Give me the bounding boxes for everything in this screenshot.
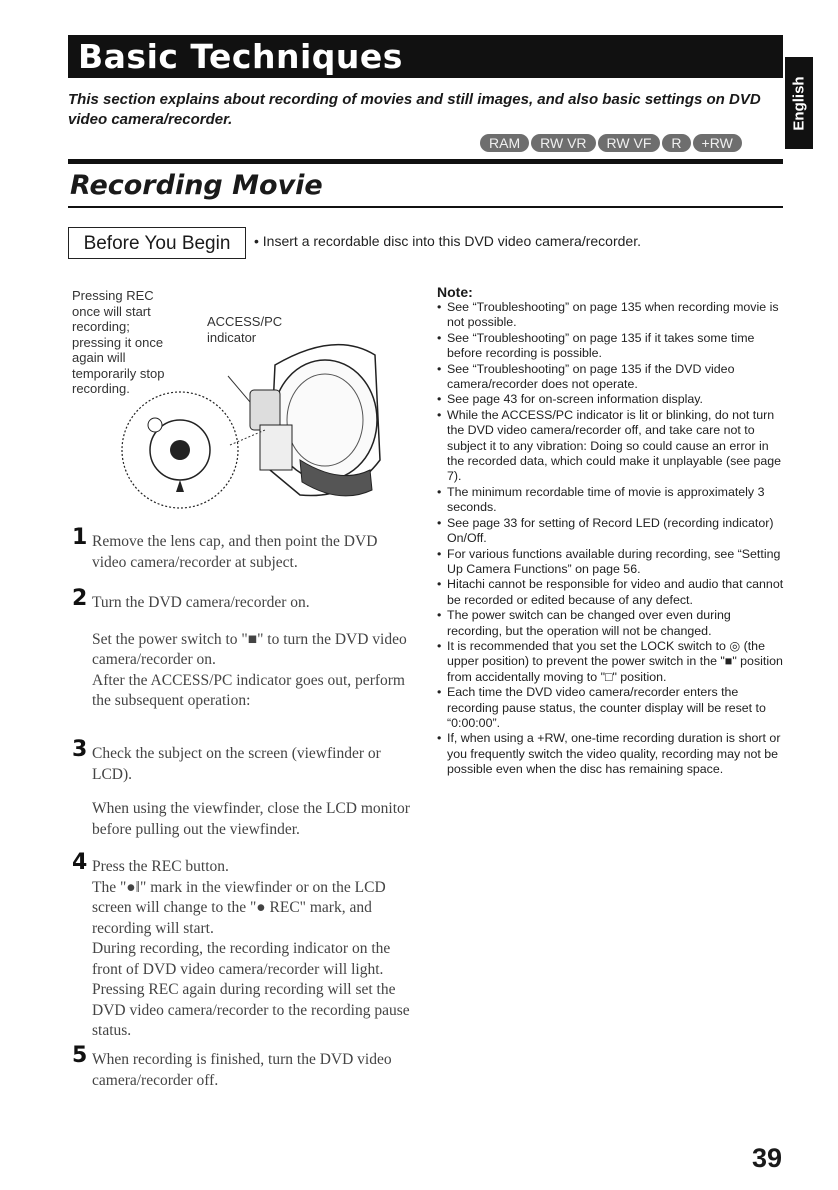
step-text: Remove the lens cap, and then point the DVD video camera/recorder at subject.	[92, 533, 378, 571]
step-number: 4	[72, 850, 88, 875]
access-caption-line2: indicator	[207, 329, 257, 345]
step-number: 1	[72, 525, 88, 550]
media-badge-r: R	[662, 134, 690, 152]
chapter-banner: Basic Techniques	[68, 35, 783, 78]
step-number: 3	[72, 737, 88, 762]
step-detail: Pressing REC again during recording will set the DVD video camera/recorder to the recording pause status.	[92, 981, 410, 1039]
note-item: • The power switch can be changed over even during recording, but the operation will not be changed.	[437, 608, 787, 639]
step-detail: After the ACCESS/PC indicator goes out, perform the subsequent operation:	[92, 671, 405, 709]
step-5	[72, 1043, 415, 1091]
access-caption-line1: ACCESS/PC	[207, 314, 283, 329]
rec-caption: Pressing REC once will start recording; pressing it once again will temporarily stop recording.	[72, 288, 165, 396]
notes-title: Note:	[437, 284, 473, 300]
note-item: • See “Troubleshooting” on page 135 when recording movie is not possible.	[437, 300, 787, 331]
note-item: • It is recommended that you set the LOCK switch to ◎ (the upper position) to prevent the power switch in the "■" position from accidentally moving to "□" position.	[437, 639, 787, 685]
section-title: Recording Movie	[70, 170, 323, 201]
step-text: Check the subject on the screen (viewfinder or LCD).	[92, 745, 381, 783]
note-item: • For various functions available during recording, see “Setting Up Camera Functions” on page 56.	[437, 547, 787, 578]
note-item: • If, when using a +RW, one-time recording duration is short or you frequently switch the video quality, recording may not be possible even when the disc has remaining space.	[437, 731, 787, 777]
media-badge-plus-rw: +RW	[693, 134, 742, 152]
language-tab-label: English	[790, 75, 808, 131]
step-detail: The "●‖" mark in the viewfinder or on the LCD screen will change to the "● REC" mark, and recording will start.	[92, 878, 386, 937]
camcorder-illustration	[110, 310, 390, 520]
lcd-hinge	[260, 425, 292, 470]
note-item: • Hitachi cannot be responsible for video and audio that cannot be recorded or edited because of any defect.	[437, 577, 787, 608]
note-item: • While the ACCESS/PC indicator is lit or blinking, do not turn the DVD video camera/recorder off, and take care not to subject it to any vibration: Doing so could cause an error in the recorded data, which could make it unplayable (see page 7).	[437, 408, 787, 485]
section-rule-top	[68, 159, 783, 164]
step-3	[72, 737, 415, 840]
rec-button	[170, 440, 190, 460]
step-text: Press the REC button.	[92, 858, 229, 875]
step-number: 2	[72, 586, 88, 611]
before-you-begin-label: Before You Begin	[68, 227, 246, 259]
note-item: • Each time the DVD video camera/recorder enters the recording pause status, the counter display will be reset to “0:00:00”.	[437, 685, 787, 731]
note-item: • See page 43 for on-screen information display.	[437, 392, 787, 407]
step-text: When recording is finished, turn the DVD video camera/recorder off.	[92, 1051, 392, 1089]
step-text: Turn the DVD camera/recorder on.	[92, 594, 310, 611]
step-detail: When using the viewfinder, close the LCD monitor before pulling out the viewfinder.	[92, 800, 410, 838]
before-you-begin-content: Insert a recordable disc into this DVD video camera/recorder.	[262, 233, 641, 249]
media-badge-rw-vf: RW VF	[598, 134, 661, 152]
media-badge-ram: RAM	[480, 134, 529, 152]
lock-switch	[148, 418, 162, 432]
page-number: 39	[752, 1143, 783, 1173]
step-1	[72, 525, 415, 573]
note-item: • See “Troubleshooting” on page 135 if the DVD video camera/recorder does not operate.	[437, 362, 787, 393]
intro-text: This section explains about recording of movies and still images, and also basic settings on DVD video camera/recorder.	[68, 91, 761, 128]
media-badge-rw-vr: RW VR	[531, 134, 595, 152]
viewfinder	[250, 390, 280, 430]
step-2	[72, 586, 415, 712]
step-detail: During recording, the recording indicator on the front of DVD video camera/recorder will light.	[92, 940, 391, 978]
language-tab	[785, 57, 813, 149]
step-detail: Set the power switch to "■" to turn the DVD video camera/recorder on.	[92, 630, 407, 668]
media-badges	[480, 134, 742, 152]
notes-list	[437, 300, 787, 778]
note-item: • See page 33 for setting of Record LED (recording indicator) On/Off.	[437, 516, 787, 547]
before-you-begin-text: • Insert a recordable disc into this DVD video camera/recorder.	[254, 233, 641, 249]
step-4	[72, 850, 415, 1042]
step-number: 5	[72, 1043, 88, 1068]
note-item: • The minimum recordable time of movie is approximately 3 seconds.	[437, 485, 787, 516]
note-item: • See “Troubleshooting” on page 135 if it takes some time before recording is possible.	[437, 331, 787, 362]
section-rule-bottom	[68, 206, 783, 208]
